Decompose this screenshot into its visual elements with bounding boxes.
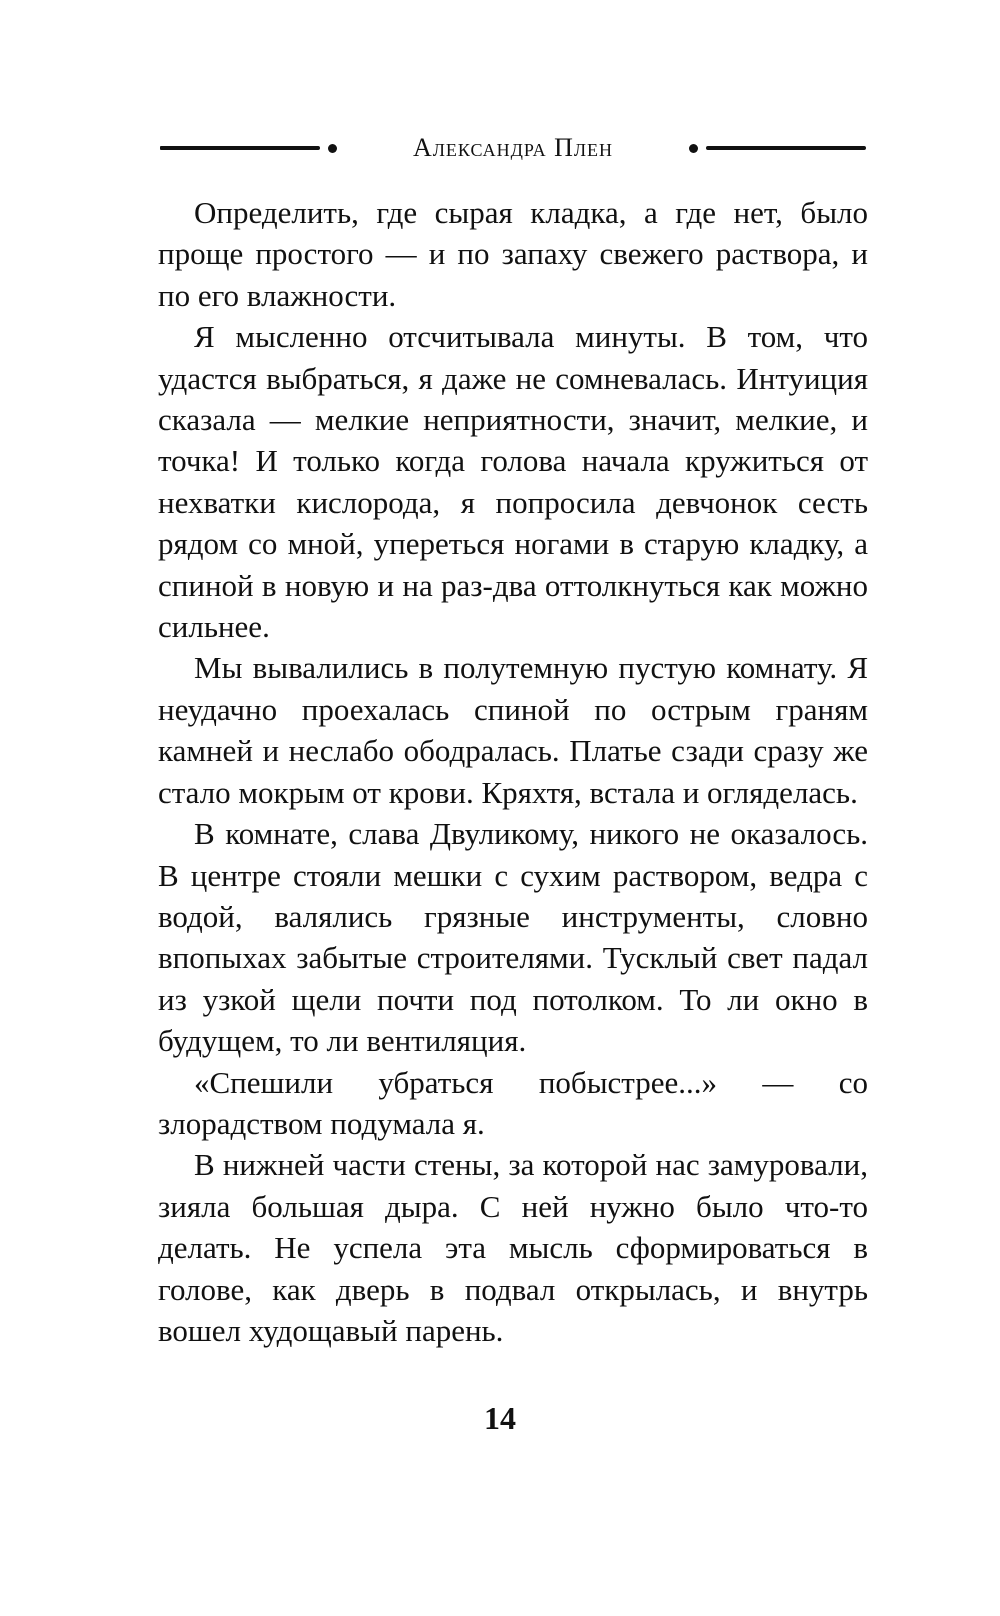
author-name: Александра Плен — [412, 133, 614, 162]
paragraph: В комнате, слава Двуликому, никого не оказалось. В центре стояли мешки с сухим раствором, ведра с водой, валялись грязные инструменты, словно впопыхах забытые строителями. Тусклый свет падал из узкой щели почти под потолком. То ли окно в будущем, то ли вентиляция. — [158, 816, 868, 1059]
paragraph: В нижней части стены, за которой нас замуровали, зияла большая дыра. С ней нужно было что-то делать. Не успела эта мысль сформироваться в голове, как дверь в подвал открылась, и внутрь вошел худощавый парень. — [158, 1147, 868, 1348]
header-ornament-left — [160, 144, 345, 153]
header-ornament-right — [681, 144, 866, 153]
header-dot-right — [689, 144, 698, 153]
running-header — [160, 128, 866, 168]
page-body — [158, 192, 868, 1351]
paragraph: Я мысленно отсчитывала минуты. В том, что удастся выбраться, я даже не сомневалась. Интуиция сказала — мелкие неприятности, значит, мелкие, и точка! И только когда голова начала кружиться от нехватки кислорода, я попросила девчонок сесть рядом со мной, упереться ногами в старую кладку, а спиной в новую и на раз-два оттолкнуться как можно сильнее. — [158, 319, 868, 645]
header-dot-left — [328, 144, 337, 153]
paragraph: «Спешили убраться побыстрее...» — со злорадством подумала я. — [158, 1064, 868, 1141]
paragraph: Мы вывалились в полутемную пустую комнату. Я неудачно проехалась спиной по острым граням камней и неслабо ободралась. Платье сзади сразу же стало мокрым от крови. Кряхтя, встала и огляделась. — [158, 650, 868, 810]
page-number: 14 — [484, 1400, 516, 1436]
paragraph: Определить, где сырая кладка, а где нет, было проще простого — и по запаху свежего раствора, и по его влажности. — [158, 195, 868, 313]
header-rule-right — [706, 146, 866, 150]
header-rule-left — [160, 146, 320, 150]
